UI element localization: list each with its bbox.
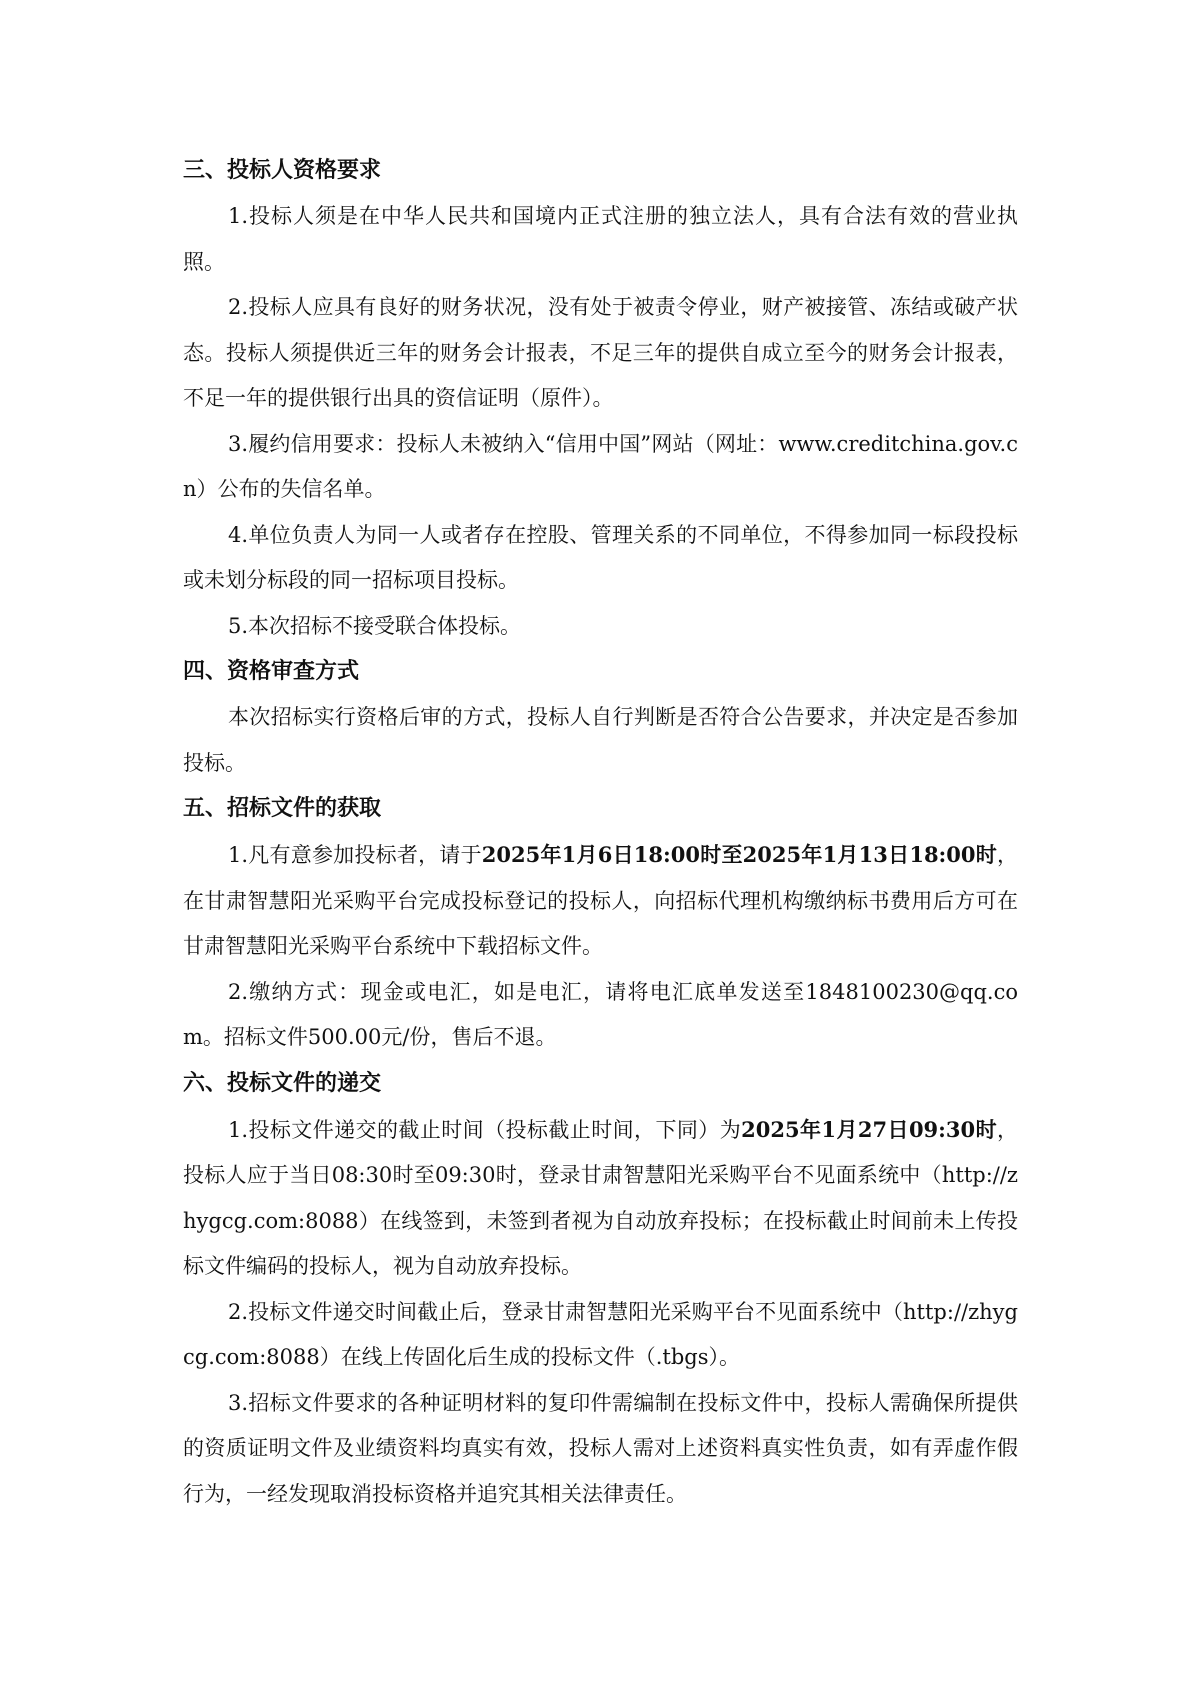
paragraph: 3.招标文件要求的各种证明材料的复印件需编制在投标文件中，投标人需确保所提供的资质证明文件及业绩资料均真实有效，投标人需对上述资料真实性负责，如有弄虚作假行为，一经发现取消投标资格并追究其相关法律责任。 <box>183 1390 1018 1506</box>
paragraph: 2.投标人应具有良好的财务状况，没有处于被责令停业，财产被接管、冻结或破产状态。投标人须提供近三年的财务会计报表，不足三年的提供自成立至今的财务会计报表，不足一年的提供银行出具的资信证明（原件）。 <box>183 295 1018 410</box>
section-heading: 五、招标文件的获取 <box>183 796 382 821</box>
paragraph: 4.单位负责人为同一人或者存在控股、管理关系的不同单位，不得参加同一标段投标或未划分标段的同一招标项目投标。 <box>183 522 1018 592</box>
paragraph-text: 1.投标文件递交的截止时间（投标截止时间，下同）为 <box>228 1117 742 1142</box>
section-qualification <box>183 148 1018 649</box>
paragraph <box>183 1107 1018 1290</box>
section-heading: 六、投标文件的递交 <box>183 1070 382 1096</box>
section-heading: 四、资格审查方式 <box>183 659 360 684</box>
section-heading: 三、投标人资格要求 <box>183 158 382 183</box>
paragraph: 2.缴纳方式：现金或电汇，如是电汇，请将电汇底单发送至1848100230@qq.com。招标文件500.00元/份，售后不退。 <box>183 979 1018 1049</box>
deadline-date: 2025年1月27日09:30时 <box>741 1116 997 1142</box>
paragraph-text: ，在甘肃智慧阳光采购平台完成投标登记的投标人，向招标代理机构缴纳标书费用后方可在甘肃智慧阳光采购平台系统中下载招标文件。 <box>183 843 1018 958</box>
paragraph: 1.投标人须是在中华人民共和国境内正式注册的独立法人，具有合法有效的营业执照。 <box>183 204 1018 274</box>
document-page <box>183 148 1018 1517</box>
section-review-method <box>183 649 1018 786</box>
paragraph: 5.本次招标不接受联合体投标。 <box>228 613 522 638</box>
section-submission <box>183 1061 1018 1518</box>
paragraph-text: ，投标人应于当日08:30时至09:30时，登录甘肃智慧阳光采购平台不见面系统中（http://zhygcg.com:8088）在线签到，未签到者视为自动放弃投标；在投标截止时间前未上传投标文件编码的投标人，视为自动放弃投标。 <box>183 1117 1018 1278</box>
paragraph <box>183 832 1018 970</box>
paragraph: 本次招标实行资格后审的方式，投标人自行判断是否符合公告要求，并决定是否参加投标。 <box>183 705 1018 775</box>
sale-period-dates: 2025年1月6日18:00时至2025年1月13日18:00时 <box>481 842 997 867</box>
paragraph-text: 1.凡有意参加投标者，请于 <box>228 843 482 867</box>
section-obtain-documents <box>183 786 1018 1061</box>
paragraph: 2.投标文件递交时间截止后，登录甘肃智慧阳光采购平台不见面系统中（http://zhygcg.com:8088）在线上传固化后生成的投标文件（.tbgs）。 <box>183 1299 1018 1369</box>
paragraph: 3.履约信用要求：投标人未被纳入“信用中国”网站（网址：www.creditchina.gov.cn）公布的失信名单。 <box>183 431 1018 501</box>
